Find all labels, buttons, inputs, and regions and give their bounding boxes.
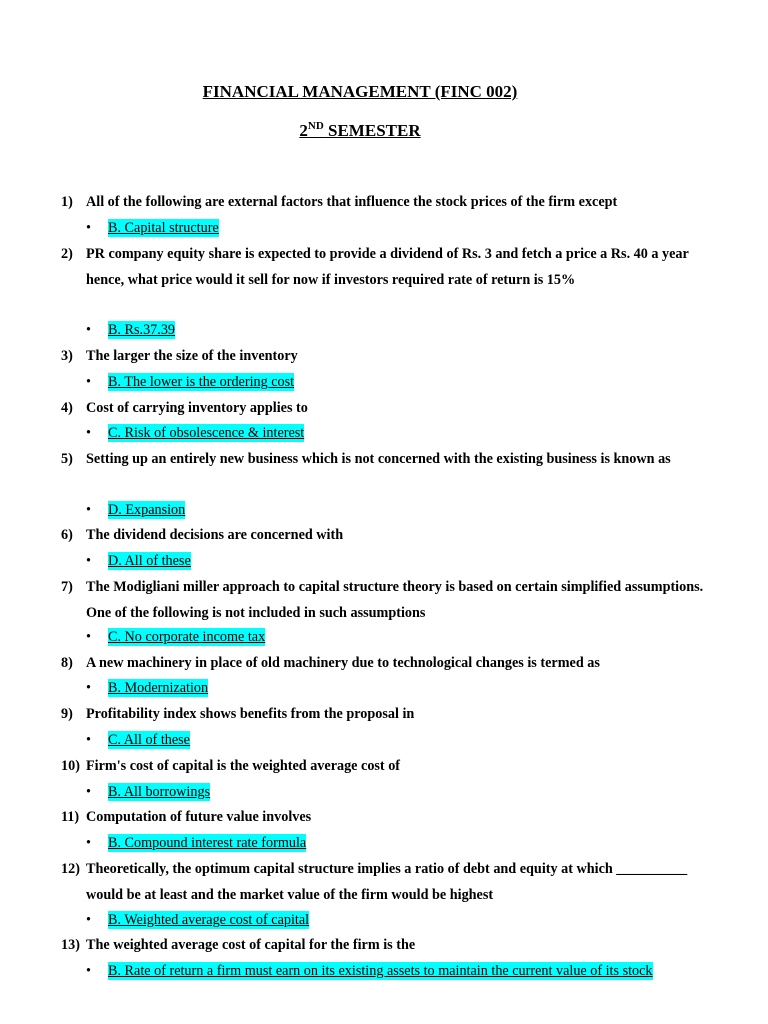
question-number: 10) — [61, 758, 80, 774]
answer-text: D. Expansion — [108, 502, 186, 518]
answer-text: D. All of these — [108, 553, 191, 569]
question-number: 3) — [61, 348, 73, 364]
question-9 — [61, 702, 711, 728]
question-5 — [61, 447, 711, 473]
question-number: 8) — [61, 655, 73, 671]
bullet-icon: • — [86, 680, 91, 696]
question-11 — [61, 805, 711, 831]
answer-9 — [86, 728, 686, 754]
question-number: 13) — [61, 937, 80, 953]
answer-13 — [86, 959, 676, 985]
question-text: Profitability index shows benefits from the proposal in — [86, 706, 415, 722]
question-text: A new machinery in place of old machinery due to technological changes is termed as — [86, 655, 600, 671]
question-text: The Modigliani miller approach to capital structure theory is based on certain simplified assumptions. One of the following is not included in such assumptions — [86, 579, 704, 621]
answer-text: B. Compound interest rate formula — [108, 835, 307, 851]
question-number: 9) — [61, 706, 73, 722]
answer-5 — [86, 498, 686, 524]
question-13 — [61, 933, 711, 959]
bullet-icon: • — [86, 835, 91, 851]
bullet-icon: • — [86, 220, 91, 236]
bullet-icon: • — [86, 374, 91, 390]
question-10 — [61, 754, 711, 780]
semester-word: SEMESTER — [323, 121, 421, 140]
answer-text: B. All borrowings — [108, 784, 211, 800]
bullet-icon: • — [86, 963, 91, 979]
question-text: PR company equity share is expected to provide a dividend of Rs. 3 and fetch a price a Rs. 40 a year hence, what price would it sell for now if investors required rate of return is 15% — [86, 246, 689, 288]
question-7 — [61, 575, 711, 626]
question-text: The larger the size of the inventory — [86, 348, 298, 364]
question-text: The weighted average cost of capital for the firm is the — [86, 937, 416, 953]
semester-heading — [0, 120, 720, 141]
answer-text: B. Modernization — [108, 680, 209, 696]
question-number: 12) — [61, 861, 80, 877]
question-text: Cost of carrying inventory applies to — [86, 400, 308, 416]
question-number: 2) — [61, 246, 73, 262]
answer-3 — [86, 370, 686, 396]
question-text: Firm's cost of capital is the weighted average cost of — [86, 758, 401, 774]
question-number: 6) — [61, 527, 73, 543]
question-1 — [61, 190, 711, 216]
question-number: 4) — [61, 400, 73, 416]
answer-text: B. The lower is the ordering cost — [108, 374, 295, 390]
answer-12 — [86, 908, 686, 934]
question-8 — [61, 651, 711, 677]
question-text: Setting up an entirely new business which is not concerned with the existing business is known as — [86, 451, 671, 467]
question-text: Computation of future value involves — [86, 809, 312, 825]
answer-2 — [86, 318, 686, 344]
answer-text: C. No corporate income tax — [108, 629, 266, 645]
bullet-icon: • — [86, 732, 91, 748]
answer-text: B. Rs.37.39 — [108, 322, 176, 338]
semester-number: 2 — [299, 121, 308, 140]
answer-6 — [86, 549, 686, 575]
answer-4 — [86, 421, 686, 447]
bullet-icon: • — [86, 784, 91, 800]
question-12 — [61, 857, 711, 908]
document-title: FINANCIAL MANAGEMENT (FINC 002) — [202, 82, 518, 101]
bullet-icon: • — [86, 502, 91, 518]
answer-7 — [86, 625, 686, 651]
question-number: 7) — [61, 579, 73, 595]
bullet-icon: • — [86, 629, 91, 645]
answer-text: C. Risk of obsolescence & interest — [108, 425, 305, 441]
answer-1 — [86, 216, 686, 242]
answer-8 — [86, 676, 686, 702]
answer-text: B. Weighted average cost of capital — [108, 912, 310, 928]
bullet-icon: • — [86, 425, 91, 441]
question-6 — [61, 523, 711, 549]
answer-10 — [86, 780, 686, 806]
answer-text: B. Rate of return a firm must earn on its existing assets to maintain the current value of its stock — [108, 963, 653, 979]
answer-11 — [86, 831, 686, 857]
bullet-icon: • — [86, 553, 91, 569]
question-4 — [61, 396, 711, 422]
question-3 — [61, 344, 711, 370]
question-number: 1) — [61, 194, 73, 210]
question-number: 5) — [61, 451, 73, 467]
answer-text: C. All of these — [108, 732, 190, 748]
question-text: The dividend decisions are concerned with — [86, 527, 344, 543]
question-text: All of the following are external factors that influence the stock prices of the firm except — [86, 194, 618, 210]
answer-text: B. Capital structure — [108, 220, 219, 236]
question-number: 11) — [61, 809, 80, 825]
bullet-icon: • — [86, 912, 91, 928]
semester-superscript: ND — [307, 120, 324, 132]
bullet-icon: • — [86, 322, 91, 338]
question-text: Theoretically, the optimum capital structure implies a ratio of debt and equity at which __________ would be at least and the market value of the firm would be highest — [86, 861, 688, 903]
question-2 — [61, 242, 711, 293]
